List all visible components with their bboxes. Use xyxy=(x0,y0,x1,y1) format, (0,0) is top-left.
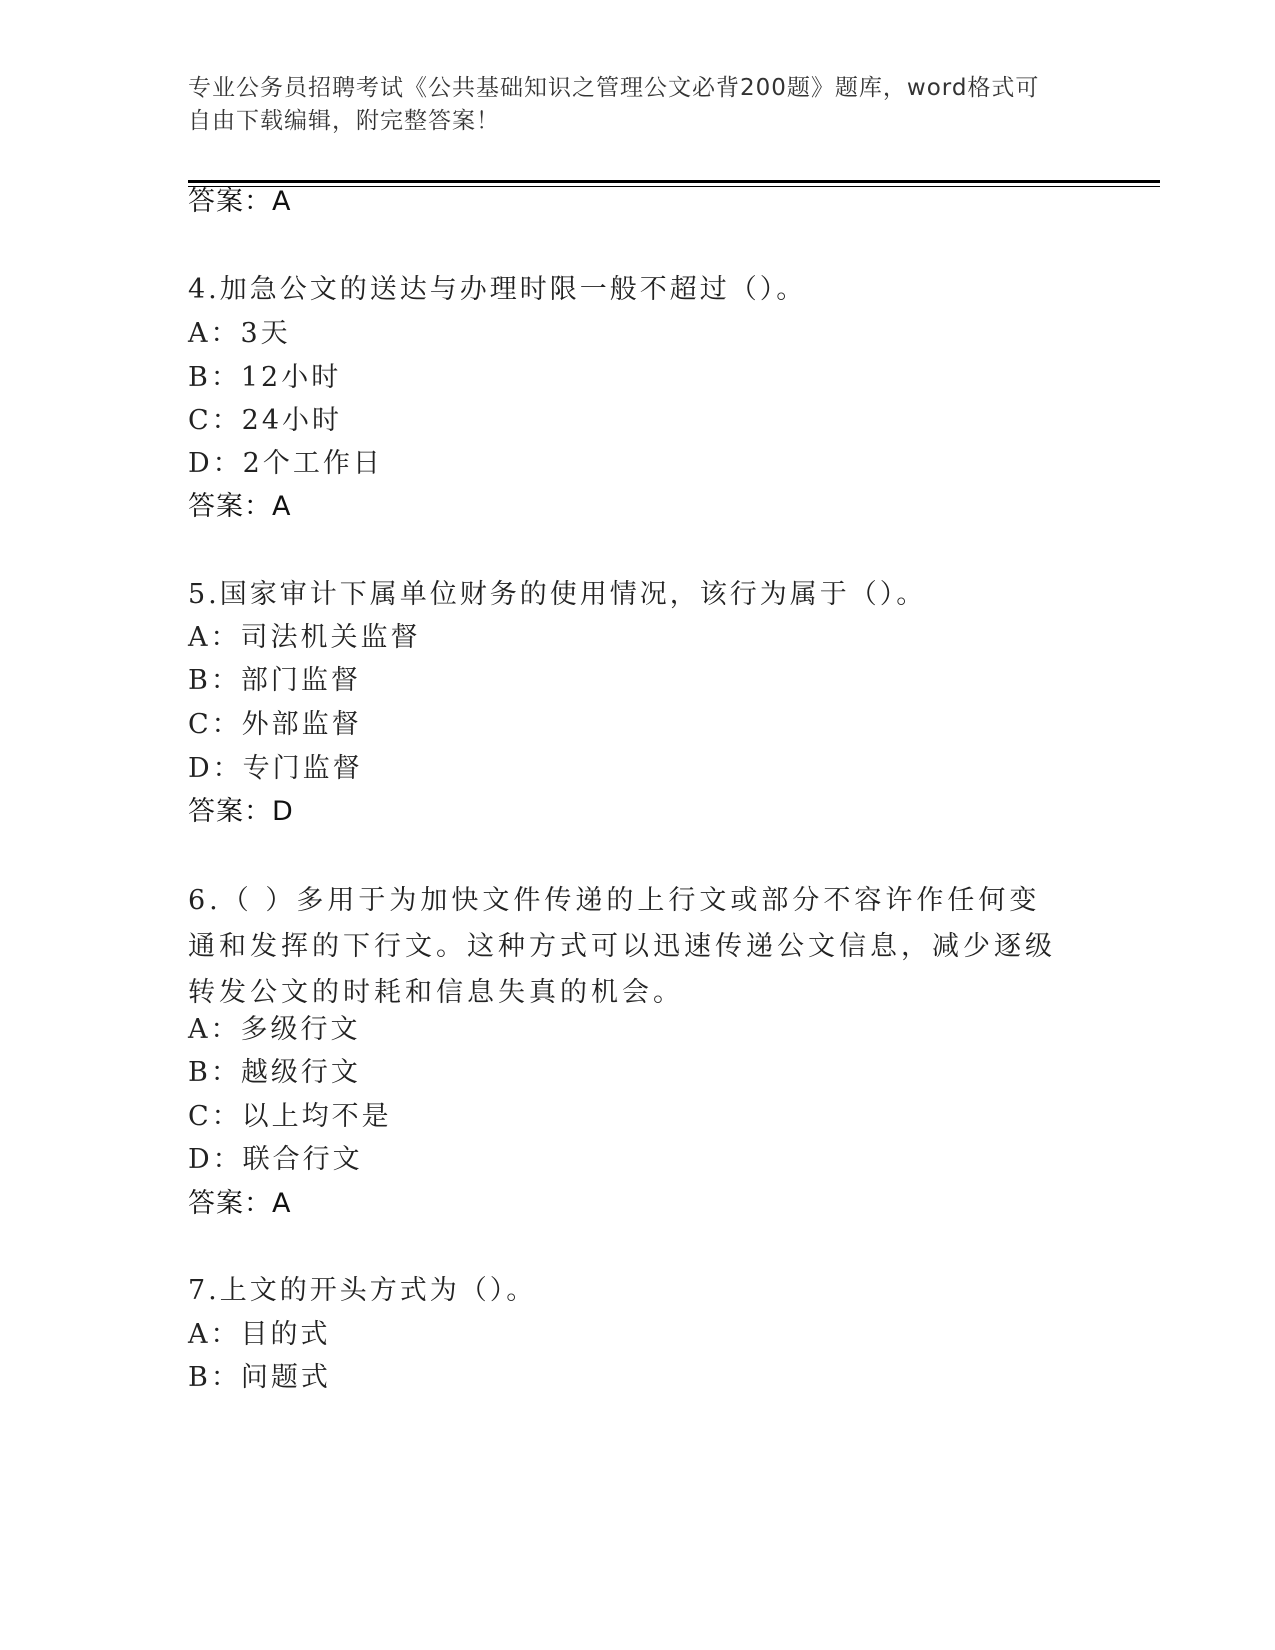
question-7-option-a: A：目的式 xyxy=(188,1319,331,1350)
header-divider-thin xyxy=(188,186,1160,187)
question-5-answer: 答案：D xyxy=(188,796,294,827)
question-5-stem: 5.国家审计下属单位财务的使用情况，该行为属于（）。 xyxy=(188,579,927,610)
question-4-option-a: A：3天 xyxy=(188,318,291,349)
question-4-stem: 4.加急公文的送达与办理时限一般不超过（）。 xyxy=(188,274,807,305)
question-6-stem: 6.（ ）多用于为加快文件传递的上行文或部分不容许作任何变通和发挥的下行文。这种方式可以迅速传递公文信息，减少逐级转发公文的时耗和信息失真的机会。 xyxy=(188,885,1056,1008)
question-4-option-c: C：24小时 xyxy=(188,405,343,436)
question-4-option-b: B：12小时 xyxy=(188,362,342,393)
document-header xyxy=(188,72,1088,138)
question-6-option-c: C：以上均不是 xyxy=(188,1101,392,1132)
question-5-option-a: A：司法机关监督 xyxy=(188,622,421,653)
header-divider-thick xyxy=(188,180,1160,183)
question-6-answer: 答案：A xyxy=(188,1188,292,1219)
question-4-answer: 答案：A xyxy=(188,491,292,522)
question-5-option-d: D：专门监督 xyxy=(188,753,363,784)
answer-q3: 答案：A xyxy=(188,186,292,217)
question-6-option-a: A：多级行文 xyxy=(188,1014,361,1045)
question-5-option-b: B：部门监督 xyxy=(188,665,361,696)
question-5-option-c: C：外部监督 xyxy=(188,709,362,740)
question-4-option-d: D：2个工作日 xyxy=(188,448,383,479)
question-6-option-d: D：联合行文 xyxy=(188,1144,363,1175)
question-6-option-b: B：越级行文 xyxy=(188,1057,361,1088)
question-7-option-b: B：问题式 xyxy=(188,1362,331,1393)
question-7-stem: 7.上文的开头方式为（）。 xyxy=(188,1275,537,1306)
header-line-1: 专业公务员招聘考试《公共基础知识之管理公文必背200题》题库，word格式可 xyxy=(188,75,1040,101)
header-line-2: 自由下载编辑，附完整答案！ xyxy=(188,108,500,134)
